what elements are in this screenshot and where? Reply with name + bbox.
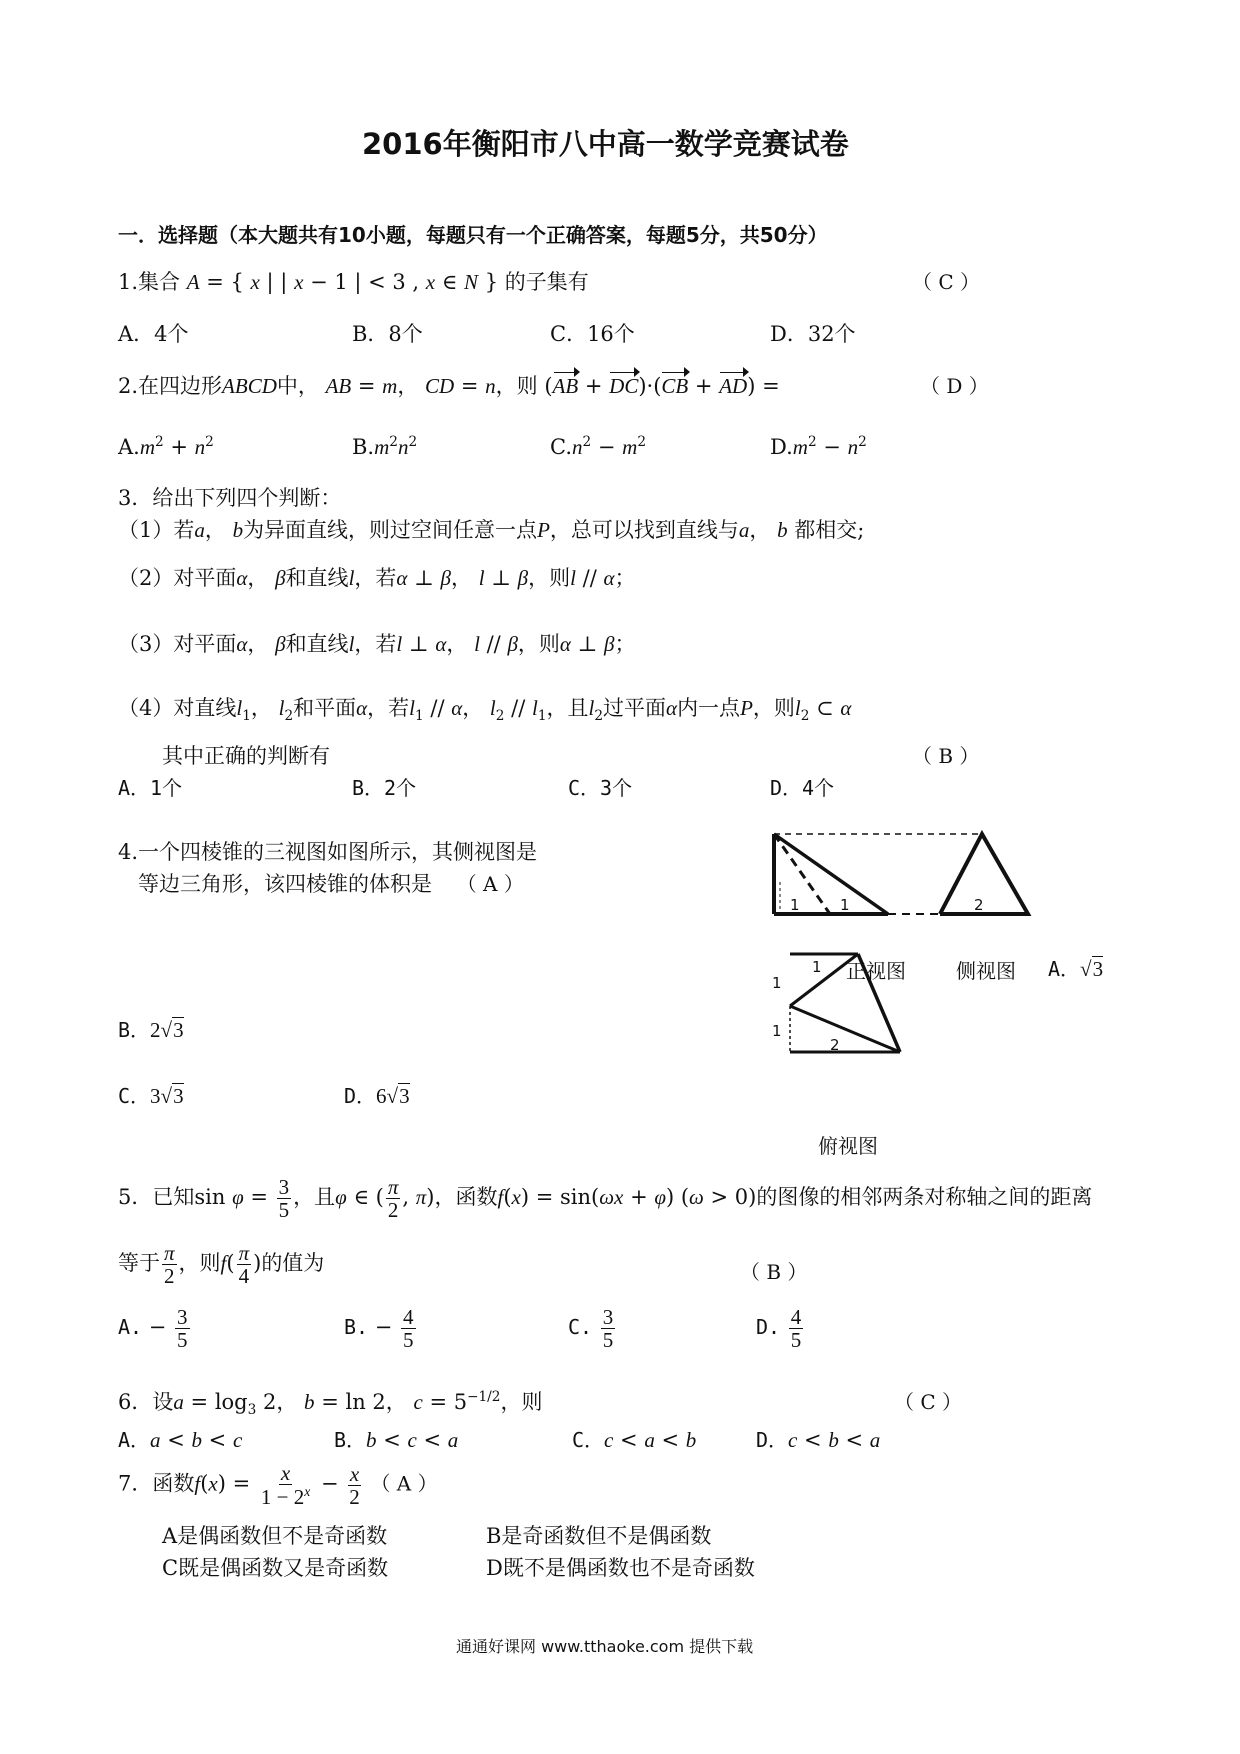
top-view-label: 俯视图: [818, 1134, 878, 1158]
side-view-triangle: [940, 834, 1028, 914]
three-view-figure: [760, 820, 1180, 1080]
q3-judgment-2: （2）对平面α， β和直线l，若α ⊥ β， l ⊥ β，则l // α；: [118, 566, 636, 590]
q2-stem-mid: 中，: [276, 374, 319, 398]
q7-option-b: B是奇函数但不是偶函数: [486, 1524, 712, 1548]
q6-option-b: B．b < c < a: [334, 1428, 459, 1452]
q6-stem: 6．设$a = \log_3 2$， b = ln 2， $c = 5^{-1/2}$，则: [118, 1389, 543, 1419]
q5-option-d: D. $\frac{4}{5}$: [756, 1305, 802, 1353]
side-view-label: 侧视图: [956, 959, 1016, 983]
q3-prompt: 其中正确的判断有: [162, 744, 330, 768]
q7-option-c: C既是偶函数又是奇函数: [162, 1556, 389, 1580]
q4-option-c: C．3√3: [118, 1084, 184, 1108]
q2-option-a: $A.m^2 + n^2$: [118, 434, 214, 459]
q4-option-a: A．√3: [1048, 957, 1104, 981]
q2-option-c: $C.n^2 - m^2$: [550, 434, 646, 459]
fig-num-7: 2: [830, 1036, 840, 1054]
front-view-hidden-edge: [774, 834, 830, 914]
q3-option-b: B．2个: [352, 776, 417, 800]
q2-option-d: $D.m^2 - n^2$: [770, 434, 867, 459]
q1-stem-pre: 1.集合: [118, 270, 181, 294]
fig-num-6: 1: [772, 1022, 782, 1040]
q1-stem-post: 的子集有: [504, 270, 589, 294]
q1-option-b: B．8个: [352, 322, 423, 346]
q2-stem-post: ，则: [495, 374, 538, 398]
q3-judgment-3: （3）对平面α， β和直线l，若l ⊥ α， l // β，则α ⊥ β；: [118, 632, 636, 656]
q3-judgment-1: （1）若a， b为异面直线，则过空间任意一点P，总可以找到直线与a， b 都相交;: [118, 518, 865, 542]
q1-answer: （ C ）: [912, 270, 981, 294]
q1-option-d: D．32个: [770, 322, 856, 346]
q4-answer: （ A ）: [456, 872, 524, 896]
fig-num-1: 1: [790, 896, 800, 914]
q5-option-b: B. − $\frac{4}{5}$: [344, 1305, 414, 1353]
q6-option-d: D．c < b < a: [756, 1428, 881, 1452]
q5-line2: 等于 $\frac{\pi}{2}$ ，则f( $\frac{\pi}{4}$ )的值为: [118, 1241, 325, 1289]
q3-judgment-4: （4）对直线$l_1$， $l_2$和平面α，若$l_1$ // α， $l_2 // l_1$，且$l_2$过平面α内一点P，则$l_2$ ⊂ α: [118, 696, 852, 725]
front-view-label: 正视图: [846, 959, 906, 983]
q3-option-c: C．3个: [568, 776, 633, 800]
q5-answer: （ B ）: [740, 1260, 808, 1284]
q4-stem-line2: 等边三角形，该四棱锥的体积是 （ A ）: [138, 872, 524, 896]
q4-option-b: B．2√3: [118, 1018, 184, 1042]
q2-answer: （ D ）: [920, 374, 989, 398]
q1-set-expression: A: [186, 270, 200, 294]
fig-num-3: 2: [974, 896, 984, 914]
q3-option-a: A．1个: [118, 776, 183, 800]
q2-option-b: $B.m^2n^2$: [352, 434, 418, 459]
q7-option-d: D既不是偶函数也不是奇函数: [486, 1556, 755, 1580]
q4-option-d: D．6√3: [344, 1084, 410, 1108]
fig-num-5: 1: [772, 974, 782, 992]
q5-line1: 5．已知sin φ = $\frac{3}{5}$ ，且φ ∈ ( $\frac{\pi}{2}$ , π)，函数f(x) = sin(ωx + φ) (ω > 0)的图像的相邻两条对称轴之间的距离: [118, 1175, 1093, 1223]
q7-option-a: A是偶函数但不是奇函数: [162, 1524, 388, 1548]
q1-option-a: A．4个: [118, 322, 189, 346]
q2-stem-pre: 2.在四边形: [118, 374, 223, 398]
q5-option-c: C. $\frac{3}{5}$: [568, 1305, 614, 1353]
q3-option-d: D．4个: [770, 776, 835, 800]
section-heading: 一．选择题（本大题共有10小题，每题只有一个正确答案，每题5分，共50分）: [118, 223, 828, 247]
page-footer: 通通好课网 www.tthaoke.com 提供下载: [456, 1637, 754, 1656]
fig-num-2: 1: [840, 896, 850, 914]
q4-stem-line1: 4.一个四棱锥的三视图如图所示，其侧视图是: [118, 840, 538, 864]
q6-option-c: C．c < a < b: [572, 1428, 697, 1452]
page-title: 2016年衡阳市八中高一数学竞赛试卷: [362, 127, 849, 161]
fig-num-4: 1: [812, 958, 822, 976]
q5-option-a: A. − $\frac{3}{5}$: [118, 1305, 188, 1353]
question-2: 2.在四边形ABCD中， AB = m， CD = n，则 (AB + DC)·(CB + AD) =: [118, 374, 780, 398]
question-1: 1.集合 A = { x | | x − 1 | < 3 , x ∈ N } 的子集有: [118, 270, 589, 294]
q7-stem: 7．函数f(x) = $\frac{x}{1 - 2^x}$ − $\frac{x}{2}$ （ A ）: [118, 1461, 438, 1510]
q3-answer: （ B ）: [912, 744, 980, 768]
q6-answer: （ C ）: [894, 1390, 963, 1414]
q1-option-c: C．16个: [550, 322, 635, 346]
q3-stem: 3．给出下列四个判断：: [118, 486, 342, 510]
q7-answer: （ A ）: [370, 1471, 438, 1496]
q6-option-a: A．a < b < c: [118, 1428, 243, 1452]
